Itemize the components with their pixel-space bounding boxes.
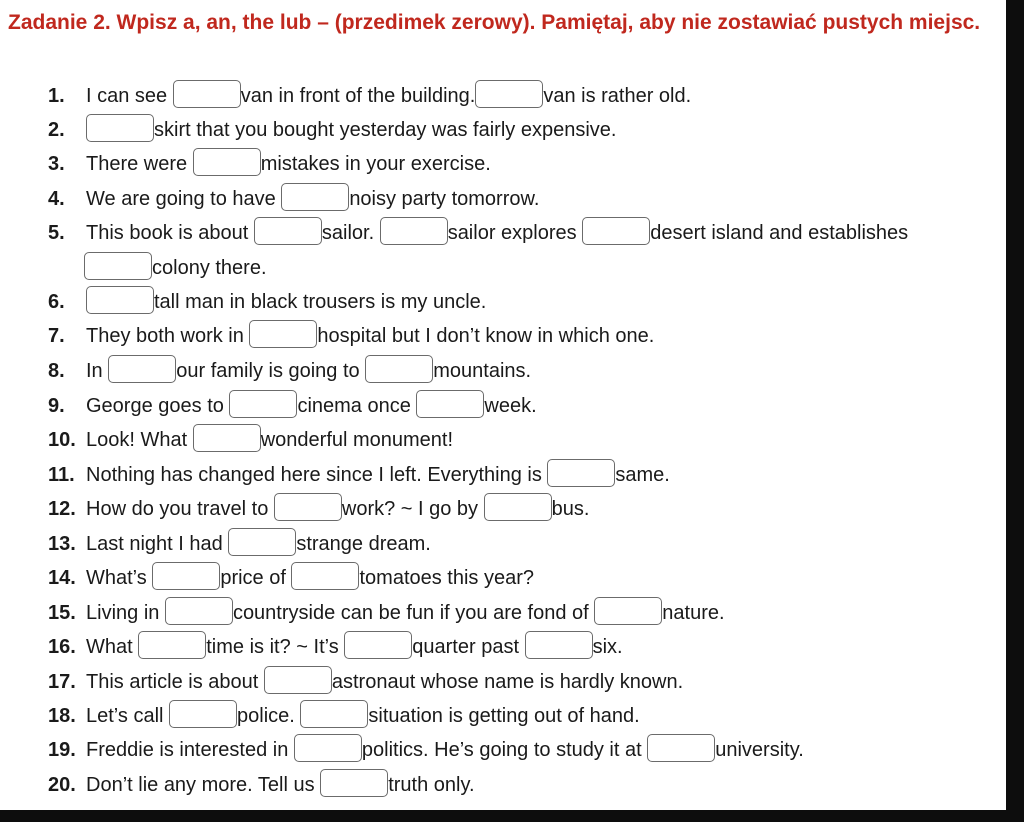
- sentence-text: tall man in black trousers is my uncle.: [154, 291, 487, 313]
- item-number: 19.: [48, 739, 76, 761]
- answer-blank[interactable]: [254, 217, 322, 245]
- exercise-line: [48, 390, 537, 419]
- sentence-text: What’s: [86, 567, 153, 589]
- answer-blank[interactable]: [86, 114, 154, 142]
- exercise-line: [48, 183, 539, 212]
- sentence-text: This article is about: [86, 671, 264, 693]
- sentence-text: Living in: [86, 602, 165, 624]
- answer-blank[interactable]: [281, 183, 349, 211]
- item-number: 16.: [48, 636, 76, 658]
- sentence-text: strange dream.: [296, 533, 431, 555]
- answer-blank[interactable]: [165, 597, 233, 625]
- exercise-line: [84, 252, 267, 281]
- sentence-text: Look! What: [86, 429, 193, 451]
- sentence-text: hospital but I don’t know in which one.: [317, 325, 655, 347]
- exercise-line: [48, 700, 640, 729]
- answer-blank[interactable]: [365, 355, 433, 383]
- exercise-line: [48, 631, 623, 660]
- sentence-text: politics. He’s going to study it at: [361, 739, 648, 761]
- item-number: 2.: [48, 119, 65, 141]
- sentence-text: desert island and establishes: [650, 222, 909, 244]
- answer-blank[interactable]: [320, 769, 388, 797]
- exercise-line: [48, 459, 670, 488]
- sentence-text: situation is getting out of hand.: [368, 705, 640, 727]
- answer-blank[interactable]: [108, 355, 176, 383]
- sentence-text: Nothing has changed here since I left. Everything is: [86, 464, 548, 486]
- sentence-text: six.: [592, 636, 623, 658]
- sentence-text: colony there.: [152, 257, 267, 279]
- answer-blank[interactable]: [138, 631, 206, 659]
- exercise-line: [48, 286, 486, 315]
- item-number: 17.: [48, 671, 76, 693]
- item-number: 8.: [48, 360, 65, 382]
- sentence-text: In: [86, 360, 109, 382]
- item-number: 18.: [48, 705, 76, 727]
- sentence-text: skirt that you bought yesterday was fairly expensive.: [154, 119, 617, 141]
- exercise-line: [48, 424, 453, 453]
- item-number: 6.: [48, 291, 65, 313]
- exercise-line: [48, 114, 616, 143]
- sentence-text: same.: [615, 464, 670, 486]
- exercise-line: [48, 320, 654, 349]
- sentence-text: How do you travel to: [86, 498, 274, 520]
- sentence-text: sailor.: [321, 222, 380, 244]
- exercise-line: [48, 562, 534, 591]
- exercise-line: [48, 769, 475, 798]
- exercise-line: [48, 734, 804, 763]
- sentence-text: truth only.: [388, 774, 475, 796]
- exercise-line: [48, 355, 531, 384]
- sentence-text: our family is going to: [176, 360, 366, 382]
- sentence-text: Let’s call: [86, 705, 170, 727]
- bottom-border: [0, 810, 1024, 822]
- sentence-text: mountains.: [433, 360, 532, 382]
- answer-blank[interactable]: [647, 734, 715, 762]
- answer-blank[interactable]: [547, 459, 615, 487]
- sentence-text: time is it? ~ It’s: [206, 636, 345, 658]
- item-number: 13.: [48, 533, 76, 555]
- sentence-text: astronaut whose name is hardly known.: [331, 671, 684, 693]
- sentence-text: nature.: [662, 602, 725, 624]
- answer-blank[interactable]: [294, 734, 362, 762]
- sentence-text: cinema once: [297, 395, 417, 417]
- exercise-line: [48, 597, 725, 626]
- sentence-text: week.: [484, 395, 537, 417]
- answer-blank[interactable]: [169, 700, 237, 728]
- sentence-text: wonderful monument!: [260, 429, 454, 451]
- sentence-text: university.: [715, 739, 804, 761]
- sentence-text: van in front of the building.: [240, 85, 476, 107]
- sentence-text: price of: [220, 567, 292, 589]
- answer-blank[interactable]: [274, 493, 342, 521]
- sentence-text: tomatoes this year?: [359, 567, 535, 589]
- item-number: 4.: [48, 188, 65, 210]
- sentence-text: This book is about: [86, 222, 254, 244]
- answer-blank[interactable]: [291, 562, 359, 590]
- exercise-line: [48, 148, 491, 177]
- sentence-text: George goes to: [86, 395, 230, 417]
- sentence-text: sailor explores: [447, 222, 583, 244]
- sentence-text: bus.: [551, 498, 590, 520]
- item-number: 9.: [48, 395, 65, 417]
- item-number: 15.: [48, 602, 76, 624]
- answer-blank[interactable]: [249, 320, 317, 348]
- exercise-line: [48, 80, 691, 109]
- sentence-text: countryside can be fun if you are fond of: [232, 602, 595, 624]
- sentence-text: They both work in: [86, 325, 250, 347]
- sentence-text: noisy party tomorrow.: [349, 188, 540, 210]
- exercise-title: Zadanie 2. Wpisz a, an, the lub – (przedimek zerowy). Pamiętaj, aby nie zostawiać pustych miejsc.: [8, 11, 981, 34]
- item-number: 12.: [48, 498, 76, 520]
- sentence-text: Freddie is interested in: [86, 739, 294, 761]
- answer-blank[interactable]: [228, 528, 296, 556]
- item-number: 10.: [48, 429, 76, 451]
- answer-blank[interactable]: [152, 562, 220, 590]
- exercise-line: [48, 528, 431, 557]
- answer-blank[interactable]: [344, 631, 412, 659]
- answer-blank[interactable]: [484, 493, 552, 521]
- answer-blank[interactable]: [300, 700, 368, 728]
- sentence-text: What: [86, 636, 139, 658]
- answer-blank[interactable]: [229, 390, 297, 418]
- answer-blank[interactable]: [380, 217, 448, 245]
- sentence-text: We are going to have: [86, 188, 282, 210]
- exercise-line: [48, 493, 589, 522]
- sentence-text: van is rather old.: [543, 85, 692, 107]
- sentence-text: Last night I had: [86, 533, 229, 555]
- answer-blank[interactable]: [594, 597, 662, 625]
- sentence-text: work? ~ I go by: [341, 498, 484, 520]
- answer-blank[interactable]: [86, 286, 154, 314]
- sentence-text: Don’t lie any more. Tell us: [86, 774, 321, 796]
- right-border: [1006, 0, 1024, 822]
- item-number: 7.: [48, 325, 65, 347]
- answer-blank[interactable]: [84, 252, 152, 280]
- answer-blank[interactable]: [193, 424, 261, 452]
- sentence-text: police.: [237, 705, 301, 727]
- exercise-line: [48, 217, 908, 246]
- exercise-line: [48, 666, 683, 695]
- item-number: 1.: [48, 85, 65, 107]
- answer-blank[interactable]: [416, 390, 484, 418]
- sentence-text: mistakes in your exercise.: [260, 153, 491, 175]
- sentence-text: I can see: [86, 85, 173, 107]
- sentence-text: There were: [86, 153, 193, 175]
- answer-blank[interactable]: [173, 80, 241, 108]
- item-number: 5.: [48, 222, 65, 244]
- answer-blank[interactable]: [475, 80, 543, 108]
- sentence-text: quarter past: [412, 636, 525, 658]
- item-number: 11.: [48, 464, 75, 486]
- item-number: 20.: [48, 774, 76, 796]
- item-number: 14.: [48, 567, 76, 589]
- item-number: 3.: [48, 153, 65, 175]
- answer-blank[interactable]: [582, 217, 650, 245]
- answer-blank[interactable]: [525, 631, 593, 659]
- answer-blank[interactable]: [264, 666, 332, 694]
- answer-blank[interactable]: [193, 148, 261, 176]
